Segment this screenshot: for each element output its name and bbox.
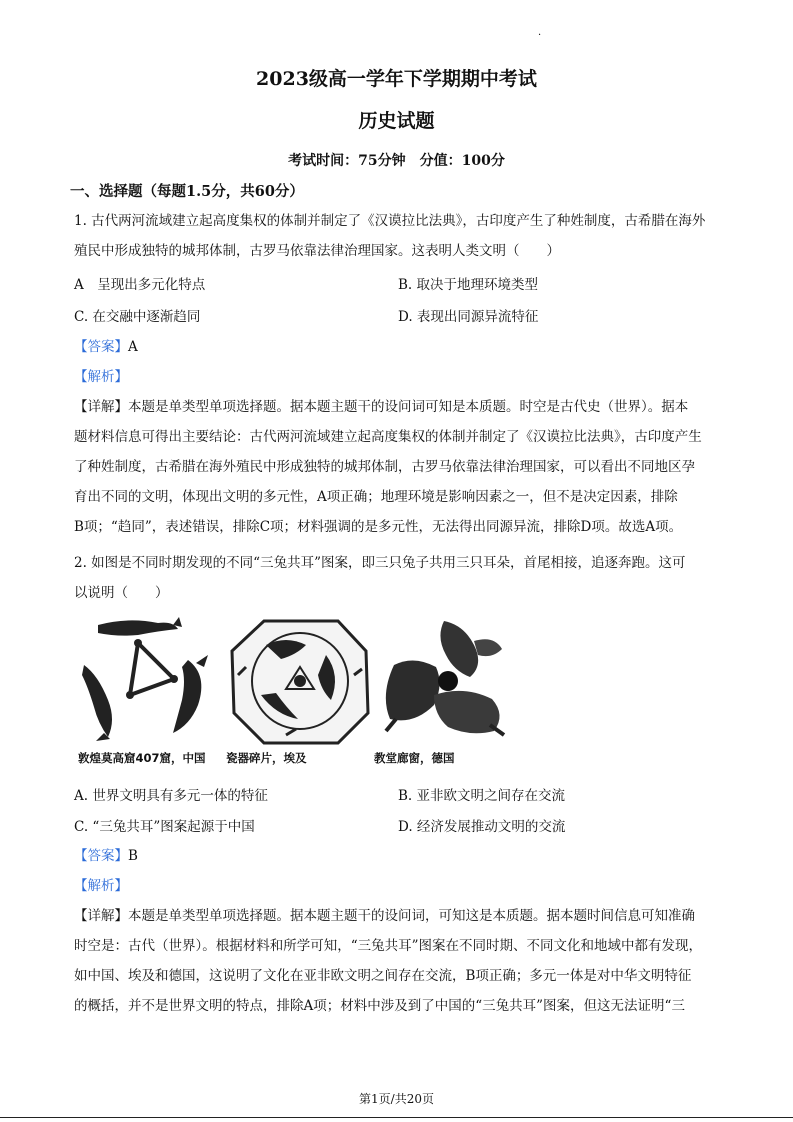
question-1-stem — [74, 206, 724, 266]
q2-option-c: C. “三兔共耳”图案起源于中国 — [74, 819, 255, 835]
exam-info: 考试时间：75分钟 分值：100分 — [288, 153, 505, 169]
analysis-label: 【解析】 — [74, 369, 128, 385]
answer-label: 【答案】 — [74, 339, 128, 355]
q1-stem-line: 殖民中形成独特的城邦体制，古罗马依靠法律治理国家。这表明人类文明（ ） — [74, 243, 560, 259]
q2-analysis — [74, 871, 724, 901]
q1-answer — [74, 332, 724, 362]
image-caption: 教堂廊窗，德国 — [374, 751, 455, 765]
q1-detail — [74, 392, 724, 542]
bottom-rule — [0, 1117, 793, 1118]
q1-detail-line: 了种姓制度，古希腊在海外殖民中形成独特的城邦体制，古罗马依靠法律治理国家，可以看出不同地区孕 — [74, 459, 695, 475]
image-egypt-ceramic — [226, 615, 374, 775]
q2-option-d: D. 经济发展推动文明的交流 — [398, 819, 566, 835]
detail-label: 【详解】 — [74, 399, 128, 415]
exam-title: 2023级高一学年下学期期中考试 — [256, 68, 537, 90]
answer-value: A — [128, 339, 138, 355]
subject-title: 历史试题 — [358, 110, 435, 132]
church-carving-drawing — [374, 615, 522, 747]
q1-option-b: B. 取决于地理环境类型 — [398, 277, 539, 293]
image-dunhuang-rabbits — [78, 615, 226, 775]
section-heading: 一、选择题（每题1.5分，共60分） — [70, 183, 304, 200]
q1-detail-line: 育出不同的文明，体现出文明的多元性，A项正确；地理环境是影响因素之一，但不是决定因素，排除 — [74, 489, 678, 505]
q2-stem-line: 2. 如图是不同时期发现的不同“三兔共耳”图案，即三只兔子共用三只耳朵，首尾相接，追逐奔跑。这可 — [74, 555, 686, 571]
q2-detail-line: 的概括，并不是世界文明的特点，排除A项；材料中涉及到了中国的“三兔共耳”图案，但这无法证明“三 — [74, 998, 685, 1014]
answer-value: B — [128, 848, 138, 864]
page-number: 第1页/共20页 — [359, 1092, 434, 1106]
answer-label: 【答案】 — [74, 848, 128, 864]
scan-dot: · — [538, 30, 542, 41]
q1-detail-line: B项；“趋同”，表述错误，排除C项；材料强调的是多元性，无法得出同源异流，排除D项。故选A项。 — [74, 519, 683, 535]
ceramic-fragment-drawing — [226, 615, 374, 747]
detail-text: 本题是单类型单项选择题。据本题主题干的设问词，可知这是本质题。据本题时间信息可知准确 — [128, 908, 695, 924]
question-2-stem — [74, 548, 724, 608]
q2-stem-line: 以说明（ ） — [74, 585, 169, 601]
q2-answer — [74, 841, 724, 871]
image-caption: 瓷器碎片，埃及 — [226, 751, 307, 765]
three-rabbits-drawing — [78, 615, 226, 747]
q2-option-a: A. 世界文明具有多元一体的特征 — [74, 788, 268, 804]
analysis-label: 【解析】 — [74, 878, 128, 894]
q1-stem-line: 1. 古代两河流域建立起高度集权的体制并制定了《汉谟拉比法典》，古印度产生了种姓制度，古希腊在海外 — [74, 213, 706, 229]
q1-option-a: A 呈现出多元化特点 — [74, 277, 206, 293]
image-germany-church — [374, 615, 522, 775]
q1-option-c: C. 在交融中逐渐趋同 — [74, 309, 201, 325]
q1-option-d: D. 表现出同源异流特征 — [398, 309, 539, 325]
q1-detail-line — [74, 392, 724, 422]
detail-label: 【详解】 — [74, 908, 128, 924]
q2-detail-line: 如中国、埃及和德国，这说明了文化在亚非欧文明之间存在交流，B项正确；多元一体是对中华文明特征 — [74, 968, 692, 984]
q2-option-b: B. 亚非欧文明之间存在交流 — [398, 788, 566, 804]
q2-detail-line: 时空是：古代（世界）。根据材料和所学可知，“三兔共耳”图案在不同时期、不同文化和地域中都有发现， — [74, 938, 703, 954]
q1-detail-line: 题材料信息可得出主要结论：古代两河流域建立起高度集权的体制并制定了《汉谟拉比法典》，古印度产生 — [74, 429, 702, 445]
q1-analysis — [74, 362, 724, 392]
image-caption: 敦煌莫高窟407窟，中国 — [78, 751, 206, 765]
q2-detail — [74, 901, 724, 1021]
detail-text: 本题是单类型单项选择题。据本题主题干的设问词可知是本质题。时空是古代史（世界）。据本 — [128, 399, 689, 415]
q2-detail-line — [74, 901, 724, 931]
